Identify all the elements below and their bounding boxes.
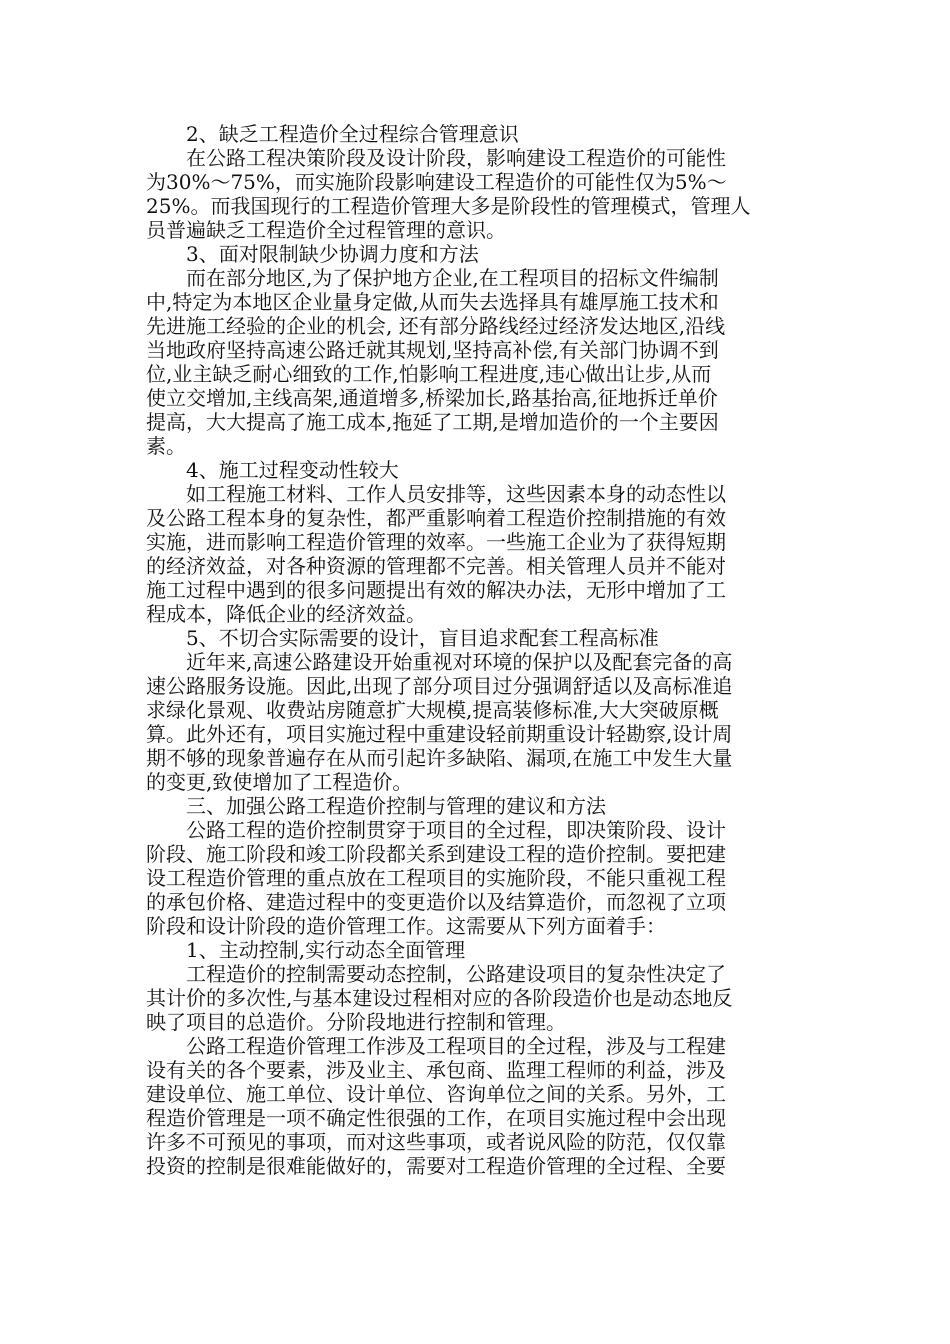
text-line: 而在部分地区,为了保护地方企业,在工程项目的招标文件编制 — [186, 266, 719, 290]
text-line: 其计价的多次性,与基本建设过程相对应的各阶段造价也是动态地反 — [146, 986, 733, 1010]
text-line: 阶段和设计阶段的造价管理工作。这需要从下列方面着手： — [146, 914, 666, 938]
text-line: 许多不可预见的事项，而对这些事项，或者说风险的防范，仅仅靠 — [146, 1130, 726, 1154]
document-page — [146, 122, 816, 1178]
text-line: 近年来,高速公路建设开始重视对环境的保护以及配套完备的高 — [186, 650, 733, 674]
text-line: 设有关的各个要素，涉及业主、承包商、监理工程师的利益，涉及 — [146, 1058, 726, 1082]
section-heading — [146, 122, 816, 146]
text-line: 4、施工过程变动性较大 — [186, 458, 399, 482]
text-line: 为30%～75%，而实施阶段影响建设工程造价的可能性仅为5%～ — [146, 170, 727, 194]
section-heading — [146, 626, 816, 650]
body-paragraph — [146, 266, 816, 458]
text-line: 速公路服务设施。因此,出现了部分项目过分强调舒适以及高标准追 — [146, 674, 733, 698]
text-line: 2、缺乏工程造价全过程综合管理意识 — [186, 122, 519, 146]
text-line: 1、主动控制,实行动态全面管理 — [186, 938, 466, 962]
body-paragraph — [146, 650, 816, 794]
text-line: 员普遍缺乏工程造价全过程管理的意识。 — [146, 218, 506, 242]
text-line: 程造价管理是一项不确定性很强的工作，在项目实施过程中会出现 — [146, 1106, 726, 1130]
text-line: 程成本，降低企业的经济效益。 — [146, 602, 426, 626]
text-line: 实施，进而影响工程造价管理的效率。一些施工企业为了获得短期 — [146, 530, 726, 554]
text-line: 提高，大大提高了施工成本,拖延了工期,是增加造价的一个主要因 — [146, 410, 719, 434]
body-paragraph — [146, 962, 816, 1034]
text-line: 公路工程的造价控制贯穿于项目的全过程，即决策阶段、设计 — [186, 818, 726, 842]
body-paragraph — [146, 818, 816, 938]
body-paragraph — [146, 146, 816, 242]
text-line: 设工程造价管理的重点放在工程项目的实施阶段，不能只重视工程 — [146, 866, 726, 890]
text-line: 中,特定为本地区企业量身定做,从而失去选择具有雄厚施工技术和 — [146, 290, 719, 314]
section-heading — [146, 242, 816, 266]
section-heading — [146, 794, 816, 818]
text-line: 投资的控制是很难能做好的，需要对工程造价管理的全过程、全要 — [146, 1154, 726, 1178]
text-line: 及公路工程本身的复杂性，都严重影响着工程造价控制措施的有效 — [146, 506, 726, 530]
text-line: 公路工程造价管理工作涉及工程项目的全过程，涉及与工程建 — [186, 1034, 726, 1058]
text-line: 的经济效益，对各种资源的管理都不完善。相关管理人员并不能对 — [146, 554, 726, 578]
text-line: 的变更,致使增加了工程造价。 — [146, 770, 413, 794]
body-paragraph — [146, 1034, 816, 1178]
text-line: 当地政府坚持高速公路迁就其规划,坚持高补偿,有关部门协调不到 — [146, 338, 719, 362]
text-line: 如工程施工材料、工作人员安排等，这些因素本身的动态性以 — [186, 482, 726, 506]
text-line: 求绿化景观、收费站房随意扩大规模,提高装修标准,大大突破原概 — [146, 698, 719, 722]
text-line: 5、不切合实际需要的设计，盲目追求配套工程高标准 — [186, 626, 659, 650]
text-line: 位,业主缺乏耐心细致的工作,怕影响工程进度,违心做出让步,从而 — [146, 362, 712, 386]
text-line: 期不够的现象普遍存在从而引起许多缺陷、漏项,在施工中发生大量 — [146, 746, 733, 770]
section-heading — [146, 938, 816, 962]
text-line: 使立交增加,主线高架,通道增多,桥梁加长,路基抬高,征地拆迁单价 — [146, 386, 718, 410]
text-line: 算。此外还有，项目实施过程中重建设轻前期重设计轻勘察,设计周 — [146, 722, 733, 746]
text-line: 素。 — [146, 434, 186, 458]
text-line: 阶段、施工阶段和竣工阶段都关系到建设工程的造价控制。要把建 — [146, 842, 726, 866]
text-line: 工程造价的控制需要动态控制，公路建设项目的复杂性决定了 — [186, 962, 726, 986]
text-line: 施工过程中遇到的很多问题提出有效的解决办法，无形中增加了工 — [146, 578, 726, 602]
text-line: 3、面对限制缺少协调力度和方法 — [186, 242, 479, 266]
text-line: 映了项目的总造价。分阶段地进行控制和管理。 — [146, 1010, 566, 1034]
text-line: 在公路工程决策阶段及设计阶段，影响建设工程造价的可能性 — [186, 146, 726, 170]
text-line: 的承包价格、建造过程中的变更造价以及结算造价，而忽视了立项 — [146, 890, 726, 914]
text-line: 25%。而我国现行的工程造价管理大多是阶段性的管理模式，管理人 — [146, 194, 751, 218]
text-line: 先进施工经验的企业的机会, 还有部分路线经过经济发达地区,沿线 — [146, 314, 726, 338]
text-line: 建设单位、施工单位、设计单位、咨询单位之间的关系。另外，工 — [146, 1082, 726, 1106]
section-heading — [146, 458, 816, 482]
text-line: 三、加强公路工程造价控制与管理的建议和方法 — [186, 794, 606, 818]
body-paragraph — [146, 482, 816, 626]
